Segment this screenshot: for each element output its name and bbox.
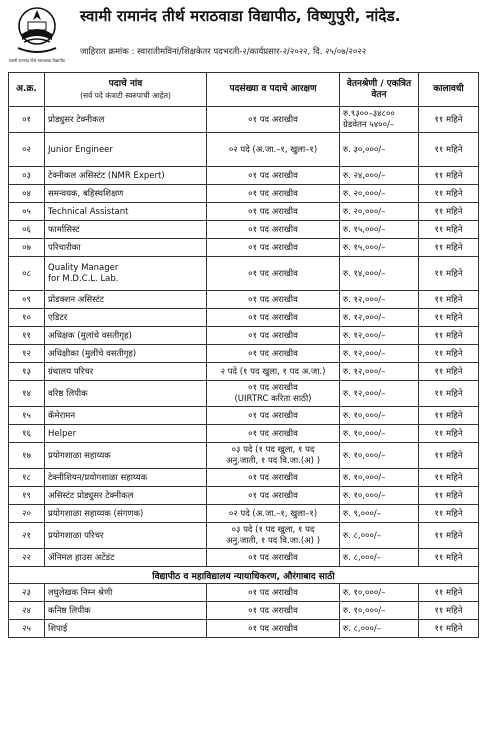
- table-row: [9, 167, 479, 185]
- row-sr: १७: [9, 443, 45, 469]
- section-title: विद्यापीठ व महाविद्यालय न्यायाधिकरण, औरंगाबाद साठी: [9, 567, 479, 584]
- vacancy-table: [8, 72, 479, 638]
- row-post: अधिक्षक (मुलांचे वसतीगृह): [45, 327, 207, 345]
- row-count: ०१ पद अराखीव: [207, 167, 340, 185]
- row-duration: ११ महिने: [419, 620, 479, 638]
- table-row: [9, 487, 479, 505]
- row-post: लघुलेखक निम्न श्रेणी: [45, 584, 207, 602]
- row-duration: ११ महिने: [419, 584, 479, 602]
- col-post-label: पदाचे नांव: [108, 78, 143, 89]
- row-pay: रु. १२,०००/–: [340, 363, 419, 381]
- row-post: Helper: [45, 425, 207, 443]
- table-row: [9, 185, 479, 203]
- row-count: ०१ पद अराखीव: [207, 425, 340, 443]
- row-sr: १०: [9, 309, 45, 327]
- row-count: ०१ पद अराखीव: [207, 469, 340, 487]
- row-pay: रु. १५,०००/–: [340, 239, 419, 257]
- row-duration: ११ महिने: [419, 602, 479, 620]
- row-post: कॅमेरामन: [45, 407, 207, 425]
- document-header: [0, 0, 485, 72]
- row-sr: १९: [9, 487, 45, 505]
- table-row: [9, 620, 479, 638]
- row-post: ॲनिमल हाउस अटेंडंट: [45, 549, 207, 567]
- row-pay: रु. १२,०००/–: [340, 327, 419, 345]
- row-pay: रु. १२,०००/–: [340, 345, 419, 363]
- row-pay: रु. २४,०००/–: [340, 167, 419, 185]
- row-pay: रु. १०,०००/–: [340, 443, 419, 469]
- table-row: [9, 443, 479, 469]
- row-sr: २०: [9, 505, 45, 523]
- section-row: [9, 567, 479, 584]
- row-duration: ११ महिने: [419, 443, 479, 469]
- row-sr: १६: [9, 425, 45, 443]
- row-pay: रु. १२,०००/–: [340, 291, 419, 309]
- row-post: Quality Manager for M.D.C.L. Lab.: [45, 257, 207, 291]
- table-row: [9, 407, 479, 425]
- row-post: वरिष्ठ लिपीक: [45, 381, 207, 407]
- row-count: ०१ पद अराखीव: [207, 309, 340, 327]
- row-pay: रु. १२,०००/–: [340, 309, 419, 327]
- col-post: [45, 73, 207, 107]
- row-pay: रु. १०,०००/–: [340, 407, 419, 425]
- row-count: ०१ पद अराखीव: [207, 185, 340, 203]
- row-pay: रु. १०,०००/–: [340, 602, 419, 620]
- row-post: शिपाई: [45, 620, 207, 638]
- row-sr: २५: [9, 620, 45, 638]
- row-sr: २३: [9, 584, 45, 602]
- university-emblem-icon: [10, 4, 64, 58]
- row-sr: १५: [9, 407, 45, 425]
- row-pay: रु. १४,०००/–: [340, 257, 419, 291]
- table-row: [9, 469, 479, 487]
- row-duration: ११ महिने: [419, 167, 479, 185]
- row-pay: रु. २०,०००/–: [340, 203, 419, 221]
- row-count: ०१ पद अराखीव: [207, 584, 340, 602]
- row-count: ०१ पद अराखीव: [207, 407, 340, 425]
- row-duration: ११ महिने: [419, 185, 479, 203]
- row-pay: रु. ८,०००/–: [340, 523, 419, 549]
- row-duration: ११ महिने: [419, 133, 479, 167]
- row-sr: १३: [9, 363, 45, 381]
- row-duration: ११ महिने: [419, 487, 479, 505]
- row-count: ०१ पद अराखीव: [207, 203, 340, 221]
- row-duration: ११ महिने: [419, 549, 479, 567]
- row-sr: ११: [9, 327, 45, 345]
- row-count: ०१ पद अराखीव: [207, 345, 340, 363]
- row-pay: रु. १०,०००/–: [340, 584, 419, 602]
- row-post: असिस्टंट प्रोड्युसर टेक्नीकल: [45, 487, 207, 505]
- table-row: [9, 381, 479, 407]
- row-duration: ११ महिने: [419, 505, 479, 523]
- row-sr: ०७: [9, 239, 45, 257]
- row-count: ०१ पद अराखीव: [207, 602, 340, 620]
- row-sr: ०५: [9, 203, 45, 221]
- row-post: प्रोडक्शन असिस्टंट: [45, 291, 207, 309]
- table-row: [9, 257, 479, 291]
- table-row: [9, 239, 479, 257]
- row-pay: रु. ८,०००/–: [340, 549, 419, 567]
- row-duration: ११ महिने: [419, 381, 479, 407]
- row-pay: रु.९३००–३४८०० ग्रेडवेतन ५४००/–: [340, 107, 419, 133]
- row-duration: ११ महिने: [419, 291, 479, 309]
- row-post: एडिटर: [45, 309, 207, 327]
- row-duration: ११ महिने: [419, 309, 479, 327]
- row-sr: ०८: [9, 257, 45, 291]
- row-duration: ११ महिने: [419, 221, 479, 239]
- col-pay: वेतनश्रेणी / एकत्रित वेतन: [340, 73, 419, 107]
- row-duration: ११ महिने: [419, 327, 479, 345]
- table-row: [9, 107, 479, 133]
- row-post: कनिष्ठ लिपीक: [45, 602, 207, 620]
- table-row: [9, 363, 479, 381]
- table-row: [9, 345, 479, 363]
- row-duration: ११ महिने: [419, 203, 479, 221]
- table-row: [9, 549, 479, 567]
- row-sr: १२: [9, 345, 45, 363]
- row-sr: ०२: [9, 133, 45, 167]
- row-pay: रु. १०,०००/–: [340, 469, 419, 487]
- row-post: समन्वयक, बहिस्थशिक्षण: [45, 185, 207, 203]
- table-row: [9, 327, 479, 345]
- row-count: ०१ पद अराखीव (UIRTRC करिता साठी): [207, 381, 340, 407]
- table-row: [9, 584, 479, 602]
- row-pay: रु. ३०,०००/–: [340, 133, 419, 167]
- row-count: ०१ पद अराखीव: [207, 107, 340, 133]
- row-post: प्रोड्युसर टेक्नीकल: [45, 107, 207, 133]
- row-post: Junior Engineer: [45, 133, 207, 167]
- row-sr: ०४: [9, 185, 45, 203]
- row-pay: रु. १०,०००/–: [340, 425, 419, 443]
- row-sr: १८: [9, 469, 45, 487]
- row-sr: २१: [9, 523, 45, 549]
- col-post-note: (सर्व पदे कंत्राटी स्वरुपाची आहेत): [80, 90, 171, 100]
- row-count: ०१ पद अराखीव: [207, 487, 340, 505]
- row-post: Technical Assistant: [45, 203, 207, 221]
- table-row: [9, 133, 479, 167]
- row-count: ०२ पदे (अ.जा.–१, खुला–१): [207, 505, 340, 523]
- row-duration: ११ महिने: [419, 257, 479, 291]
- row-duration: ११ महिने: [419, 239, 479, 257]
- row-pay: रु. ८,०००/–: [340, 620, 419, 638]
- table-header-row: [9, 73, 479, 107]
- row-count: ०३ पदे (१ पद खुला, १ पद अनु.जाती, १ पद वि.जा.(अ) ): [207, 523, 340, 549]
- advertisement-reference: जाहिरात क्रमांक : स्वारातीमविनां/शिक्षकेतर पदभरती-२/कार्यप्रसार-२/२०२२, दि. २५/०७/२०२२: [80, 47, 367, 57]
- row-count: ०१ पद अराखीव: [207, 239, 340, 257]
- table-row: [9, 203, 479, 221]
- col-duration: कालावधी: [419, 73, 479, 107]
- page-title: स्वामी रामानंद तीर्थ मराठवाडा विद्यापीठ, विष्णुपुरी, नांदेड.: [80, 7, 401, 25]
- row-post: प्रयोगशाळा सहाय्यक: [45, 443, 207, 469]
- table-row: [9, 425, 479, 443]
- row-count: ०१ पद अराखीव: [207, 549, 340, 567]
- row-pay: रु. १०,०००/–: [340, 487, 419, 505]
- table-row: [9, 523, 479, 549]
- row-sr: ०९: [9, 291, 45, 309]
- row-post: प्रयोगशाळा परिचर: [45, 523, 207, 549]
- col-count: पदसंख्या व पदाचे आरक्षण: [207, 73, 340, 107]
- col-sr: अ.क्र.: [9, 73, 45, 107]
- row-post: प्रयोगशाळा सहाय्यक (संगणक): [45, 505, 207, 523]
- row-count: ०२ पदे (अ.जा.–१, खुला–१): [207, 133, 340, 167]
- row-count: ०१ पद अराखीव: [207, 327, 340, 345]
- row-sr: ०१: [9, 107, 45, 133]
- row-pay: रु. २०,०००/–: [340, 185, 419, 203]
- row-count: २ पदे (१ पद खुला, १ पद अ.जा.): [207, 363, 340, 381]
- row-sr: २४: [9, 602, 45, 620]
- logo-caption: स्वामी रामानंद तीर्थ मराठवाडा विद्यापीठ: [9, 58, 65, 63]
- table-row: [9, 505, 479, 523]
- row-sr: ०३: [9, 167, 45, 185]
- table-row: [9, 602, 479, 620]
- table-row: [9, 291, 479, 309]
- row-count: ०१ पद अराखीव: [207, 620, 340, 638]
- row-duration: ११ महिने: [419, 425, 479, 443]
- row-post: फार्मासिस्ट: [45, 221, 207, 239]
- table-row: [9, 309, 479, 327]
- row-count: ०३ पदे (१ पद खुला, १ पद अनु.जाती, १ पद वि.जा.(अ) ): [207, 443, 340, 469]
- row-duration: ११ महिने: [419, 407, 479, 425]
- row-sr: १४: [9, 381, 45, 407]
- row-sr: २२: [9, 549, 45, 567]
- row-pay: रु. १५,०००/–: [340, 221, 419, 239]
- row-count: ०१ पद अराखीव: [207, 257, 340, 291]
- row-duration: ११ महिने: [419, 523, 479, 549]
- row-post: अधिक्षीका (मुलींचे वसतीगृह): [45, 345, 207, 363]
- row-post: परिचारीका: [45, 239, 207, 257]
- row-sr: ०६: [9, 221, 45, 239]
- row-duration: ११ महिने: [419, 363, 479, 381]
- row-post: टेक्नीशियन/प्रयोगशाळा सहाय्यक: [45, 469, 207, 487]
- row-count: ०१ पद अराखीव: [207, 221, 340, 239]
- row-pay: रु. १२,०००/–: [340, 381, 419, 407]
- row-duration: ११ महिने: [419, 107, 479, 133]
- row-post: टेक्नीकल असिस्टंट (NMR Expert): [45, 167, 207, 185]
- row-count: ०१ पद अराखीव: [207, 291, 340, 309]
- row-duration: ११ महिने: [419, 469, 479, 487]
- row-post: ग्रंथालय परिचर: [45, 363, 207, 381]
- table-row: [9, 221, 479, 239]
- row-pay: रु. ९,०००/–: [340, 505, 419, 523]
- row-duration: ११ महिने: [419, 345, 479, 363]
